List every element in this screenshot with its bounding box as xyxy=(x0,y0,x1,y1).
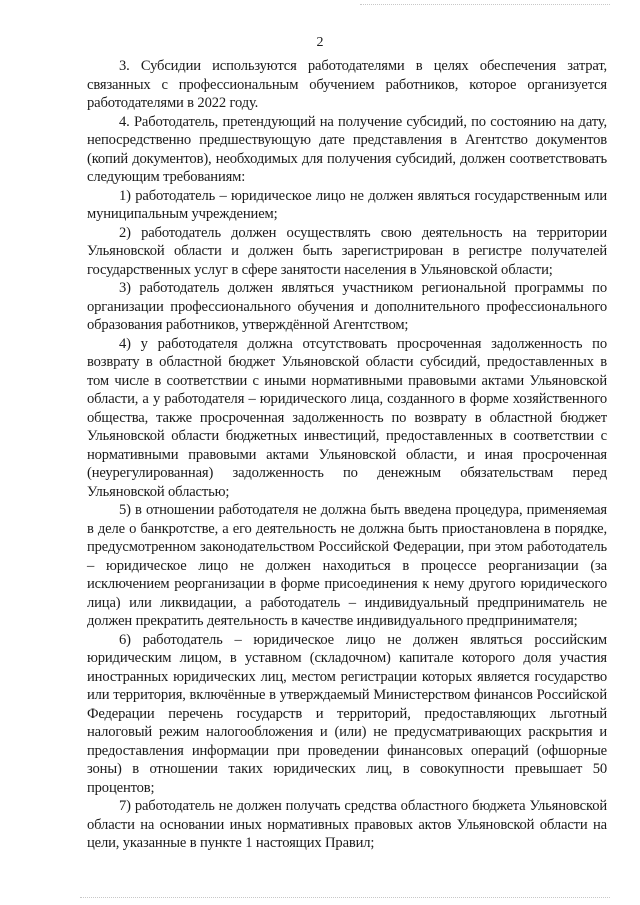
scan-artifact-top xyxy=(360,4,610,6)
requirement-1: 1) работодатель – юридическое лицо не должен являться государственным или муниципальным учреждением; xyxy=(87,187,607,222)
requirement-5: 5) в отношении работодателя не должна быть введена процедура, применяемая в деле о банкротстве, а его деятельность не должна быть приостановлена в порядке, предусмотренном законодательством Российской Федерации, при этом работодатель – юридическое лицо не должен находиться в процессе реорганизации (за исключением реорганизации в форме присоединения к нему другого юридического лица) или ликвидации, а работодатель – индивидуальный предприниматель не должен прекратить деятельность в качестве индивидуального предпринимателя; xyxy=(87,502,607,629)
document-body xyxy=(87,57,607,853)
page-number: 2 xyxy=(316,35,324,50)
scan-artifact-bottom xyxy=(80,897,610,899)
paragraph-item-3: 3. Субсидии используются работодателями в целях обеспечения затрат, связанных с профессиональным обучением работников, которое организуется работодателями в 2022 году. xyxy=(87,58,607,111)
requirement-6: 6) работодатель – юридическое лицо не должен являться российским юридическим лицом, в уставном (складочном) капитале которого доля участия иностранных юридических лиц, местом регистрации которых является государство или территория, включённые в утверждаемый Министерством финансов Российской Федерации перечень государств и территорий, предоставляющих льготный налоговый режим налогообложения и (или) не предусматривающих раскрытия и предоставления информации при проведении финансовых операций (офшорные зоны) в отношении таких юридических лиц, в совокупности превышает 50 процентов; xyxy=(87,631,607,796)
requirement-2: 2) работодатель должен осуществлять свою деятельность на территории Ульяновской области и должен быть зарегистрирован в регистре получателей государственных услуг в сфере занятости населения в Ульяновской области; xyxy=(87,224,607,278)
requirement-7: 7) работодатель не должен получать средства областного бюджета Ульяновской области на основании иных нормативных правовых актов Ульяновской области на цели, указанные в пункте 1 настоящих Правил; xyxy=(87,798,607,851)
requirement-4: 4) у работодателя должна отсутствовать просроченная задолженность по возврату в областной бюджет Ульяновской области субсидий, предоставленных в том числе в соответствии с иными нормативными правовыми актами Ульяновской области, а у работодателя – юридического лица, созданного в форме хозяйственного общества, также просроченная задолженность по возврату в областной бюджет Ульяновской области бюджетных инвестиций, предоставленных в соответствии с нормативными правовыми актами Ульяновской области, и иная просроченная (неурегулированная) задолженность по денежным обязательствам перед Ульяновской областью; xyxy=(87,335,607,500)
paragraph-item-4: 4. Работодатель, претендующий на получение субсидий, по состоянию на дату, непосредственно предшествующую дате представления в Агентство документов (копий документов), необходимых для получения субсидий, должен соответствовать следующим требованиям: xyxy=(87,113,607,185)
requirement-3: 3) работодатель должен являться участником региональной программы по организации профессионального обучения и дополнительного профессионального образования работников, утверждённой Агентством; xyxy=(87,280,607,333)
